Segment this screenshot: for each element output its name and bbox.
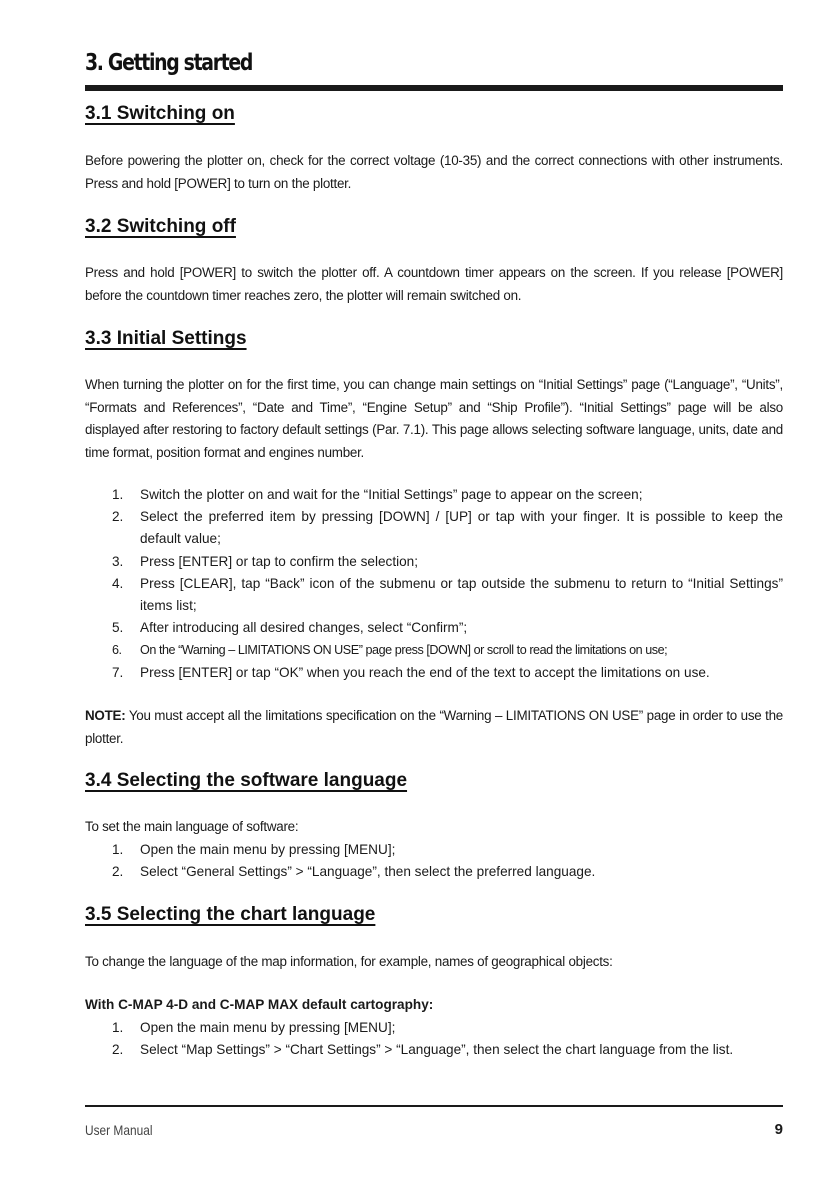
list-item: 2. Select “Map Settings” > “Chart Settings” > “Language”, then select the chart language from the list. xyxy=(112,1042,734,1058)
chapter-divider xyxy=(85,85,783,91)
section-3-5-intro: To change the language of the map information, for example, names of geographical objects: xyxy=(85,954,613,969)
section-title: 3.5 Selecting the chart language xyxy=(85,904,376,925)
list-item: 4. Press [CLEAR], tap “Back” icon of the submenu or tap outside the submenu to return to “Initial Settings” items list; xyxy=(112,575,783,614)
section-3-4-intro: To set the main language of software: xyxy=(85,819,299,834)
list-item: 1. Switch the plotter on and wait for the “Initial Settings” page to appear on the screen; xyxy=(112,487,643,502)
section-3-3-body: When turning the plotter on for the first time, you can change main settings on “Initial Settings” page (“Language”, “Units”, “Formats and References”, “Date and Time”, “Engine Setup” and “Ship Profile”). “Initial Settings” page will be also displayed after restoring to factory default settings (Par. 7.1). This page allows selecting software language, units, date and time format, position format and engines number. xyxy=(85,377,783,460)
section-title: 3.1 Switching on xyxy=(85,103,235,124)
section-3-5-heading xyxy=(85,904,375,926)
software-language-steps xyxy=(85,839,783,883)
footer-divider xyxy=(85,1105,783,1107)
section-3-3-heading xyxy=(85,328,247,350)
section-title: 3.2 Switching off xyxy=(85,216,236,237)
chapter-title: 3. Getting started xyxy=(85,50,253,76)
list-item: 6. On the “Warning – LIMITATIONS ON USE” page press [DOWN] or scroll to read the limitations on use; xyxy=(112,643,668,658)
section-3-2-heading xyxy=(85,216,236,238)
section-title: 3.4 Selecting the software language xyxy=(85,770,408,791)
list-item: 3. Press [ENTER] or tap to confirm the selection; xyxy=(112,553,419,569)
chart-language-steps xyxy=(85,1017,783,1061)
note-paragraph xyxy=(85,705,783,750)
list-item: 1. Open the main menu by pressing [MENU]; xyxy=(112,842,396,857)
page-number: 9 xyxy=(774,1121,783,1138)
section-title: 3.3 Initial Settings xyxy=(85,328,247,349)
section-3-2-body: Press and hold [POWER] to switch the plotter off. A countdown timer appears on the screen. If you release [POWER] before the countdown timer reaches zero, the plotter will remain switched on. xyxy=(85,265,783,303)
list-item: 2. Select “General Settings” > “Language”, then select the preferred language. xyxy=(112,864,596,880)
list-item: 2. Select the preferred item by pressing [DOWN] / [UP] or tap with your finger. It is possible to keep the default value; xyxy=(112,509,783,547)
section-3-4-heading xyxy=(85,770,407,792)
list-item: 7. Press [ENTER] or tap “OK” when you reach the end of the text to accept the limitations on use. xyxy=(112,664,710,680)
list-item: 5. After introducing all desired changes, select “Confirm”; xyxy=(112,620,468,636)
note-text: You must accept all the limitations specification on the “Warning – LIMITATIONS ON USE” page in order to use the plotter. xyxy=(85,708,783,746)
section-3-1-heading xyxy=(85,103,235,125)
note-label: NOTE: xyxy=(85,708,126,723)
list-item: 1. Open the main menu by pressing [MENU]; xyxy=(112,1020,396,1035)
cartography-subheading: With C-MAP 4-D and C-MAP MAX default cartography: xyxy=(85,997,434,1012)
initial-settings-steps xyxy=(85,484,783,684)
section-3-1-body: Before powering the plotter on, check for the correct voltage (10-35) and the correct connections with other instruments. Press and hold [POWER] to turn on the plotter. xyxy=(85,153,783,191)
footer-label: User Manual xyxy=(85,1122,153,1138)
